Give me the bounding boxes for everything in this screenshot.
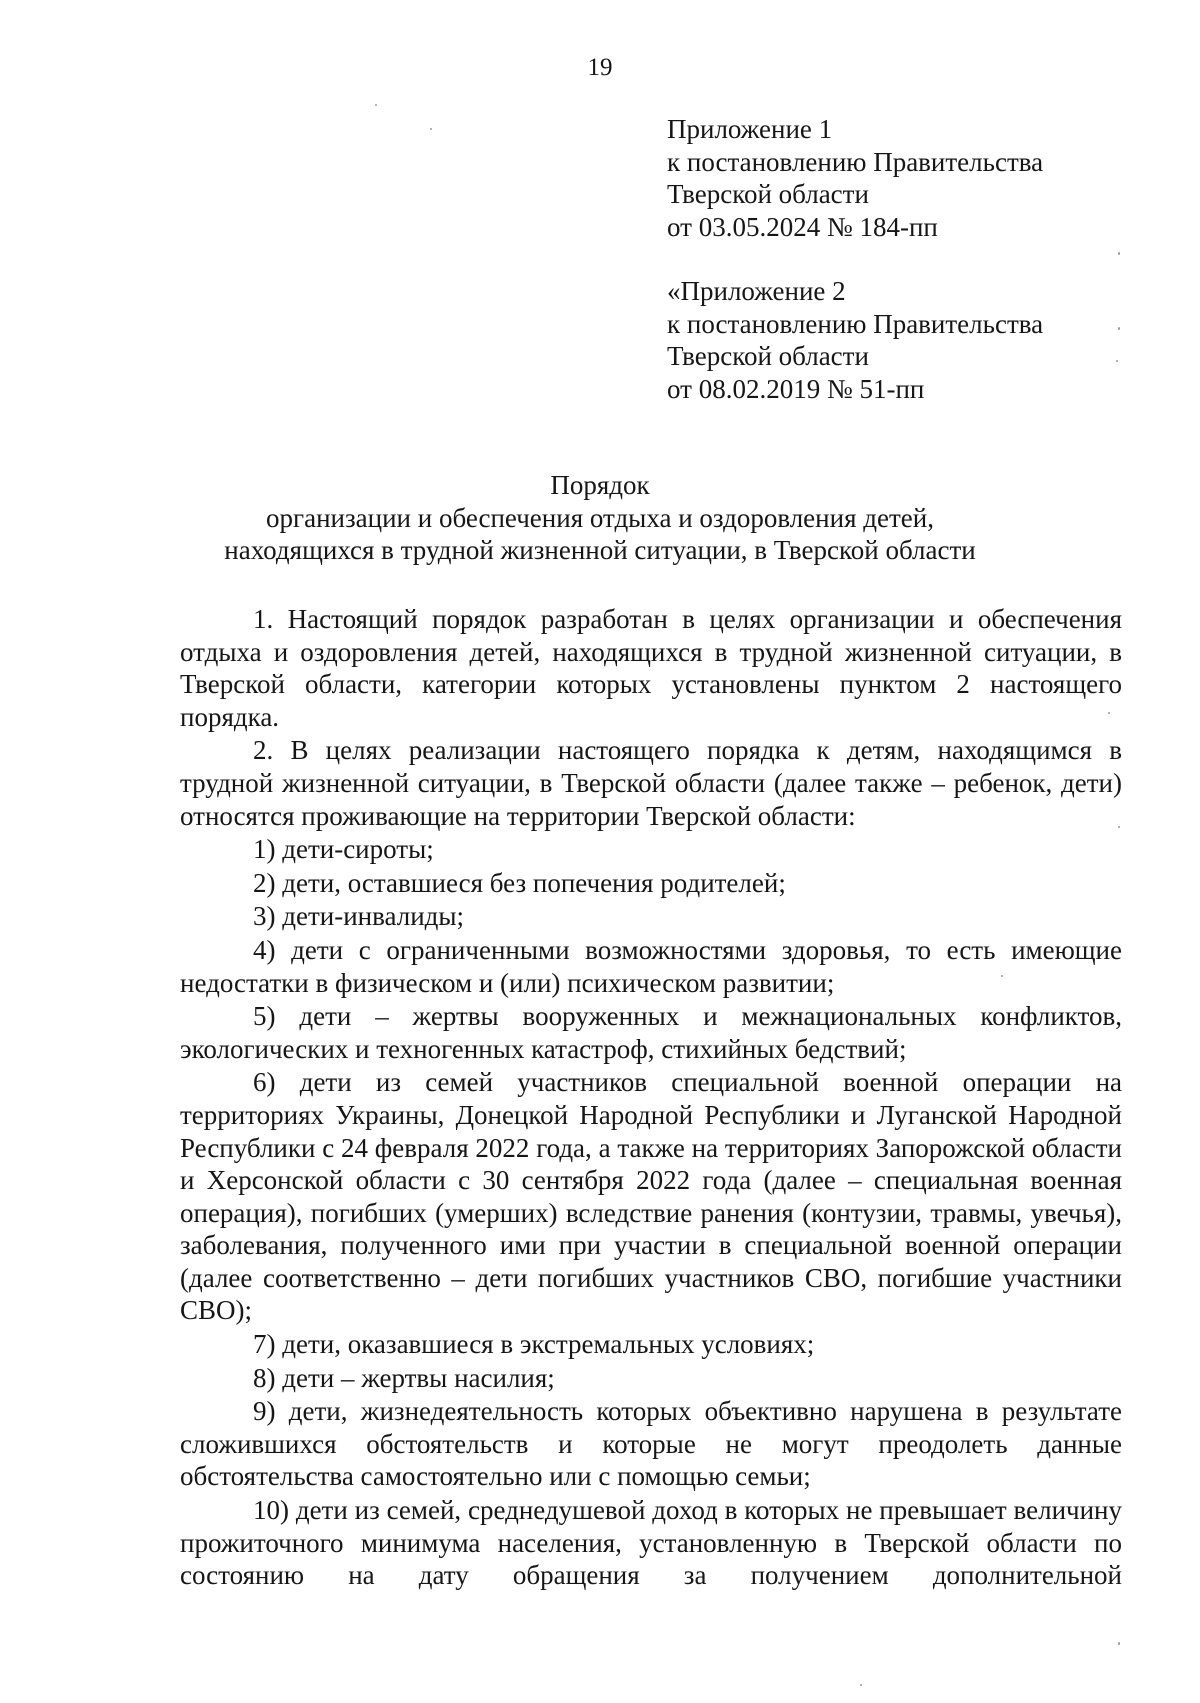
list-item-5: 5) дети – жертвы вооруженных и межнациональных конфликтов, экологических и техногенных катастроф, стихийных бедствий; bbox=[180, 1001, 1122, 1064]
list-item-9: 9) дети, жизнедеятельность которых объективно нарушена в результате сложившихся обстоятельств и которые не могут преодолеть данные обстоятельства самостоятельно или с помощью семьи; bbox=[180, 1396, 1122, 1492]
scan-speck bbox=[1001, 975, 1003, 977]
scan-speck bbox=[1118, 327, 1120, 330]
annex-current-line: к постановлению Правительства bbox=[667, 146, 1044, 177]
page-number: 19 bbox=[587, 54, 613, 81]
scan-speck bbox=[1116, 360, 1118, 362]
list-item-10: 10) дети из семей, среднедушевой доход в которых не превышает величину прожиточного минимума населения, установленную в Тверской области по состоянию на дату обращения за получением дополнительной bbox=[180, 1495, 1122, 1591]
scan-speck bbox=[375, 104, 377, 106]
annex-original-reference bbox=[667, 275, 1043, 405]
scan-speck bbox=[860, 1684, 862, 1686]
scan-speck bbox=[1118, 1642, 1120, 1645]
list-item-2: 2) дети, оставшиеся без попечения родителей; bbox=[253, 867, 786, 898]
paragraph-2: 2. В целях реализации настоящего порядка к детям, находящимся в трудной жизненной ситуации, в Тверской области (далее также – ребенок, дети) относятся проживающие на территории Тверской области: bbox=[180, 735, 1122, 831]
scan-speck bbox=[1118, 826, 1120, 828]
list-item-1: 1) дети-сироты; bbox=[253, 834, 434, 865]
document-subtitle-line: организации и обеспечения отдыха и оздоровления детей, bbox=[266, 502, 934, 533]
annex-current-line: от 03.05.2024 № 184-пп bbox=[667, 211, 938, 242]
list-item-3: 3) дети-инвалиды; bbox=[253, 901, 465, 932]
annex-original-line: к постановлению Правительства bbox=[667, 308, 1044, 339]
annex-current-line: Приложение 1 bbox=[667, 114, 833, 144]
scan-speck bbox=[430, 128, 432, 130]
annex-current-reference bbox=[667, 113, 1043, 243]
scan-speck bbox=[1108, 712, 1110, 714]
paragraph-1: 1. Настоящий порядок разработан в целях организации и обеспечения отдыха и оздоровления детей, находящихся в трудной жизненной ситуации, в Тверской области, категории которых установлены пунктом 2 настоящего порядка. bbox=[180, 604, 1122, 732]
annex-original-line: «Приложение 2 bbox=[667, 276, 846, 306]
annex-current-line: Тверской области bbox=[667, 179, 869, 209]
annex-original-line: от 08.02.2019 № 51-пп bbox=[667, 373, 925, 404]
list-item-8: 8) дети – жертвы насилия; bbox=[253, 1362, 555, 1393]
annex-original-line: Тверской области bbox=[667, 341, 869, 371]
document-heading bbox=[0, 469, 1200, 567]
document-subtitle-line: находящихся в трудной жизненной ситуации, в Тверской области bbox=[224, 535, 976, 565]
list-item-7: 7) дети, оказавшиеся в экстремальных условиях; bbox=[253, 1329, 815, 1360]
document-body bbox=[180, 603, 1122, 1593]
scan-speck bbox=[1118, 252, 1120, 255]
document-title: Порядок bbox=[550, 470, 650, 500]
list-item-4: 4) дети с ограниченными возможностями здоровья, то есть имеющие недостатки в физическом и (или) психическом развитии; bbox=[180, 934, 1122, 998]
list-item-6: 6) дети из семей участников специальной военной операции на территориях Украины, Донецкой Народной Республики и Луганской Народной Республики с 24 февраля 2022 года, а также на территориях Запорожской области и Херсонской области с 30 сентября 2022 года (далее – специальная военная операция), погибших (умерших) вследствие ранения (контузии, травмы, увечья), заболевания, полученного ими при участии в специальной военной операции (далее соответственно – дети погибших участников СВО, погибшие участники СВО); bbox=[180, 1067, 1122, 1326]
